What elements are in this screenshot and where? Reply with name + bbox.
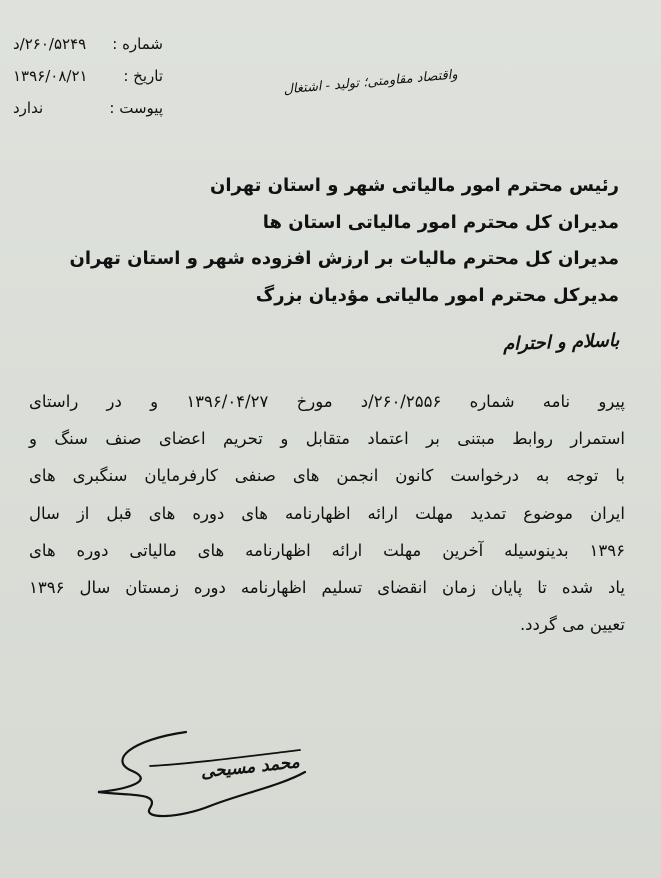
letter-attachment-value: ندارد xyxy=(13,99,44,117)
letter-number-row xyxy=(13,28,163,60)
body-line: پیرو نامه شماره ۲۶۰/۲۵۵۶/د مورخ ۱۳۹۶/۰۴/۲۷ و در راستای xyxy=(29,392,625,411)
recipient-line: رئیس محترم امور مالیاتی شهر و استان تهران xyxy=(209,175,619,196)
signatory-name: محمد مسیحی xyxy=(199,752,301,783)
letter-number-value: ۲۶۰/۵۲۴۹/د xyxy=(13,35,87,53)
letter-body xyxy=(29,383,625,643)
letter-motto: واقتصاد مقاومتی؛ تولید - اشتغال xyxy=(282,67,459,98)
letter-date-row xyxy=(13,60,163,92)
letter-number-label: شماره : xyxy=(112,35,163,53)
letter-metadata xyxy=(13,28,163,124)
signature-block xyxy=(90,720,310,830)
recipient-list xyxy=(19,168,619,314)
body-line: تعیین می گردد. xyxy=(519,615,625,635)
recipient-line: مدیران کل محترم مالیات بر ارزش افزوده شهر و استان تهران xyxy=(69,248,619,269)
recipient-line: مدیرکل محترم امور مالیاتی مؤدیان بزرگ xyxy=(255,284,619,306)
greeting: باسلام و احترام xyxy=(502,329,620,356)
letter-date-value: ۱۳۹۶/۰۸/۲۱ xyxy=(13,67,88,85)
body-line: با توجه به درخواست کانون انجمن های صنفی کارفرمایان سنگبری های xyxy=(29,466,625,486)
letter-date-label: تاریخ : xyxy=(123,67,163,85)
body-line: یاد شده تا پایان زمان انقضای تسلیم اظهارنامه دوره زمستان سال ۱۳۹۶ xyxy=(29,578,625,598)
body-line: ۱۳۹۶ بدینوسیله آخرین مهلت ارائه اظهارنامه های مالیاتی دوره های xyxy=(29,540,625,560)
letter-attachment-row xyxy=(13,92,163,124)
body-line: ایران موضوع تمدید مهلت ارائه اظهارنامه های دوره های قبل از سال xyxy=(29,503,625,523)
recipient-line: مدیران کل محترم امور مالیاتی استان ها xyxy=(262,211,619,233)
body-line: استمرار روابط مبتنی بر اعتماد متقابل و تحریم اعضای صنف سنگ و xyxy=(29,429,625,449)
letter-attachment-label: پیوست : xyxy=(109,99,163,117)
